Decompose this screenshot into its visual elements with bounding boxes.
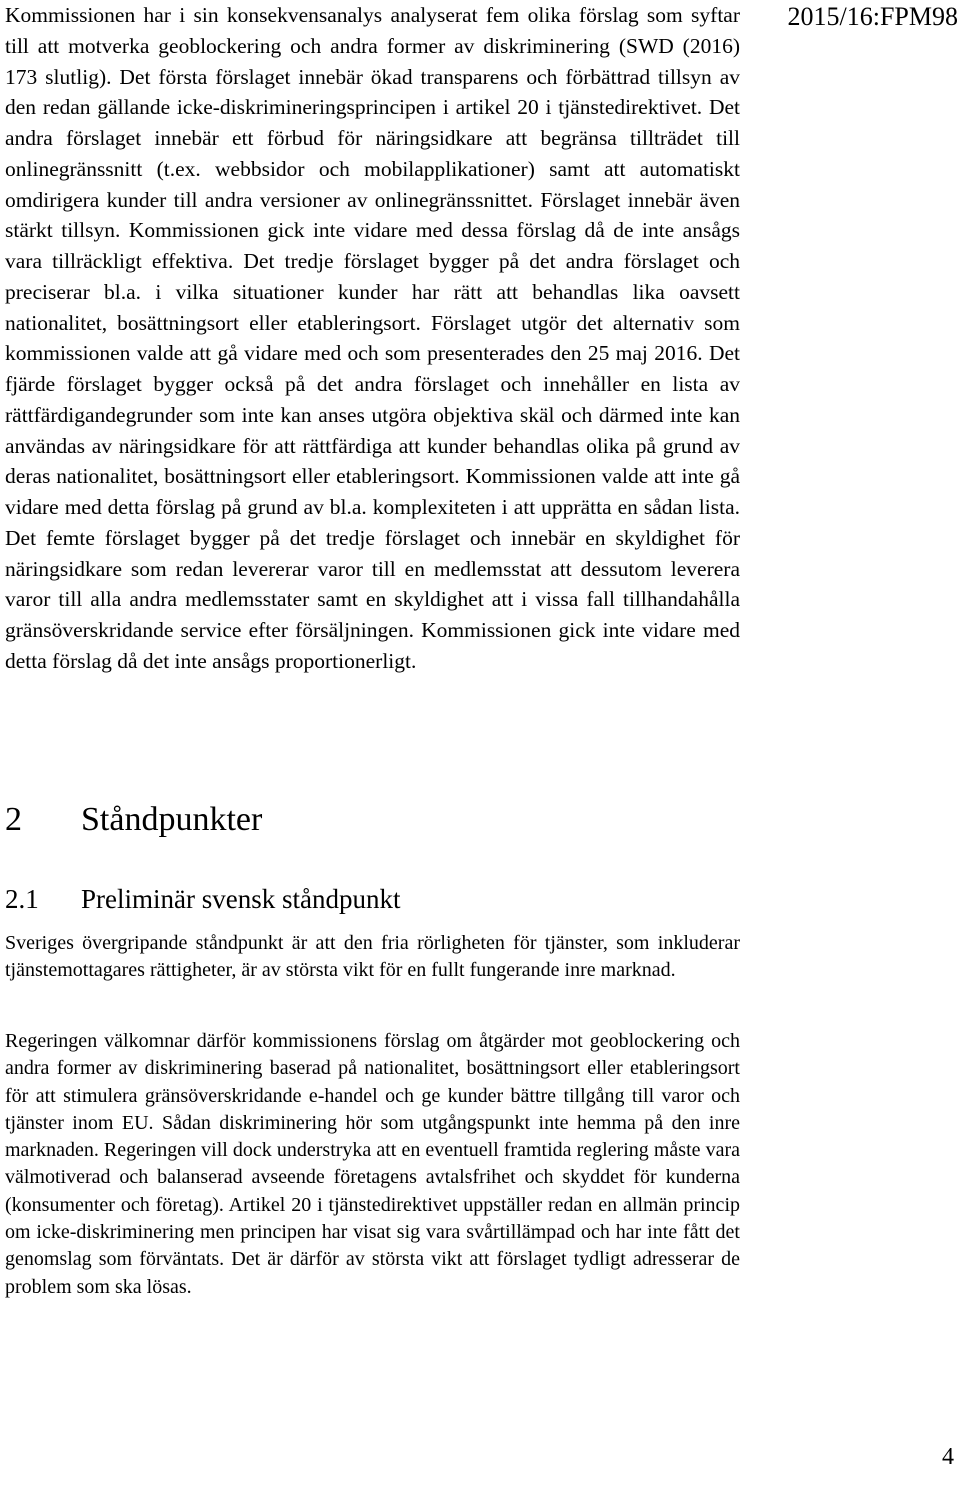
document-reference: 2015/16:FPM98 [787,2,958,31]
subsection-title: Preliminär svensk ståndpunkt [81,884,401,914]
position-paragraph-2-block [5,1028,740,1301]
position-paragraph-1: Sveriges övergripande ståndpunkt är att den fria rörligheten för tjänster, som inkluderar tjänstemottagares rättigheter, är av största vikt för en fullt fungerande inre marknad. [5,932,740,982]
intro-section [5,0,740,677]
position-paragraph-1-block [5,930,740,985]
subsection-number: 2.1 [5,884,39,914]
page-number: 4 [942,1444,954,1470]
section-heading-2-1 [5,880,400,918]
section-number: 2 [5,801,22,838]
section-title: Ståndpunkter [81,801,263,838]
position-paragraph-2: Regeringen välkomnar därför kommissionens förslag om åtgärder mot geoblockering och andra former av diskriminering baserad på nationalitet, bosättningsort eller etableringsort för att stimulera gränsöverskridande e-handel och ge kunder bättre tillgång till varor och tjänster inom EU. Sådan diskriminering hör som utgångspunkt inte hemma på den inre marknaden. Regeringen vill dock understryka att en eventuell framtida reglering måste vara välmotiverad och balanserad avseende företagens avtalsfrihet och skyddet för kunderna (konsumenter och företag). Artikel 20 i tjänstedirektivet uppställer redan en allmän princip om icke-diskriminering men principen har visat sig vara svårtillämpad och har inte fått det genomslag som förväntats. Det är därför av största vikt att förslaget tydligt adresserar de problem som ska lösas. [5,1030,740,1298]
intro-paragraph: Kommissionen har i sin konsekvensanalys analyserat fem olika förslag som syftar till att motverka geoblockering och andra former av diskriminering (SWD (2016) 173 slutlig). Det första förslaget innebär ökad transparens och förbättrad tillsyn av den redan gällande icke-diskrimineringsprincipen i artikel 20 i tjänstedirektivet. Det andra förslaget innebär ett förbud för näringsidkare att begränsa tillträdet till onlinegränssnitt (t.ex. webbsidor och mobilapplikationer) samt att automatiskt omdirigera kunder till andra versioner av onlinegränssnittet. Förslaget innebär även stärkt tillsyn. Kommissionen gick inte vidare med dessa förslag då de inte ansågs vara tillräckligt effektiva. Det tredje förslaget bygger på det andra förslaget och preciserar bl.a. i vilka situationer kunder har rätt att behandlas lika oavsett nationalitet, bosättningsort eller etableringsort. Förslaget utgör det alternativ som kommissionen valde att gå vidare med och som presenterades den 25 maj 2016. Det fjärde förslaget bygger också på det andra förslaget och innehåller en lista av rättfärdigandegrunder som inte kan anses utgöra objektiva skäl och därmed inte kan användas av näringsidkare för att rättfärdiga att kunder behandlas olika på grund av deras nationalitet, bosättningsort eller etableringsort. Kommissionen valde att inte gå vidare med detta förslag på grund av bl.a. komplexiteten i att upprätta en sådan lista. Det femte förslaget bygger på det tredje förslaget och innebär en skyldighet för näringsidkare som redan levererar varor till en medlemsstat att dessutom leverera varor till alla andra medlemsstater samt en skyldighet att i vissa fall tillhandahålla gränsöverskridande service efter försäljningen. Kommissionen gick inte vidare med detta förslag då det inte ansågs proportionerligt. [5,3,740,673]
section-heading-2 [5,798,262,842]
